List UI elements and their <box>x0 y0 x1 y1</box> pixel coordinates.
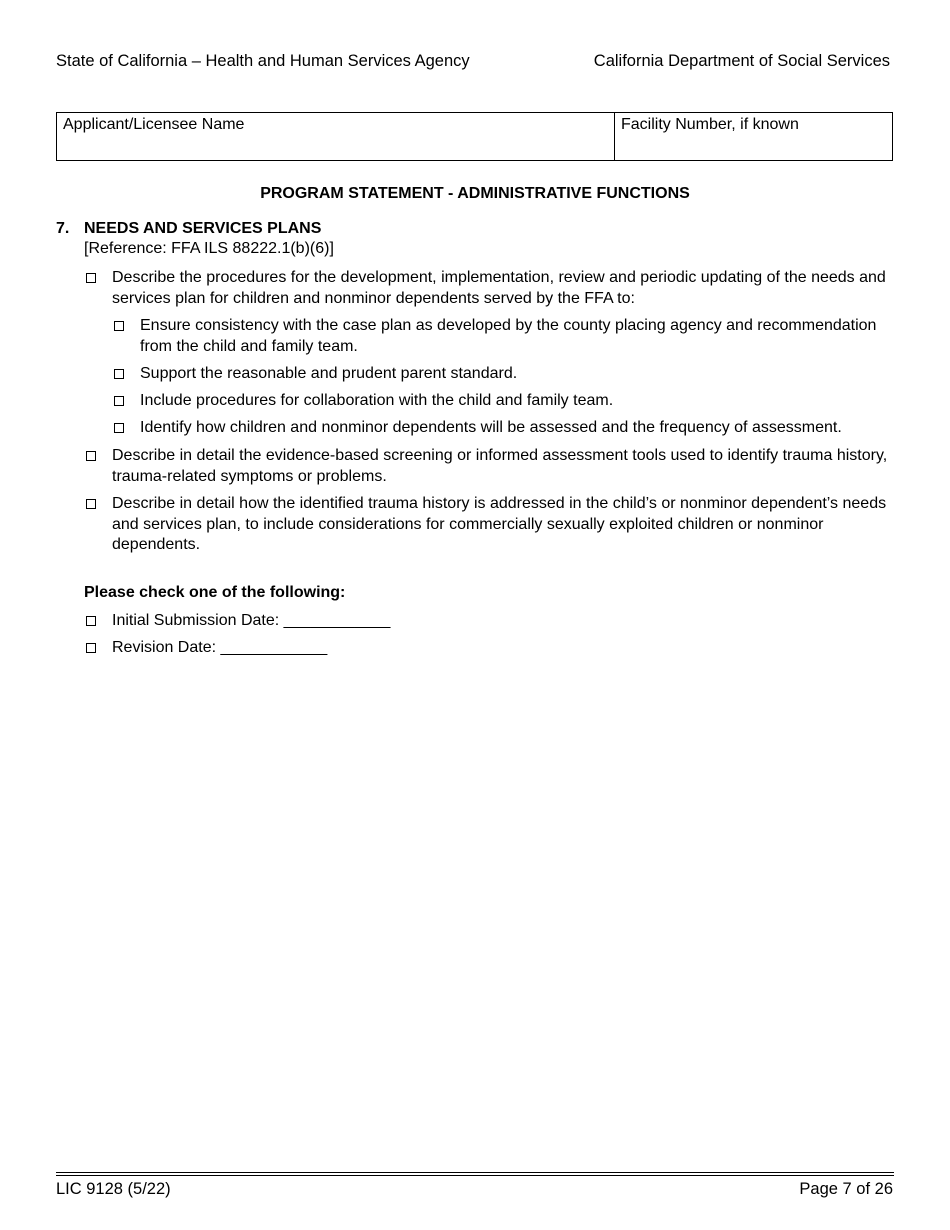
department-header: California Department of Social Services <box>593 52 890 70</box>
section-number: 7. <box>56 220 70 237</box>
item-checkbox[interactable] <box>114 423 124 433</box>
item-checkbox[interactable] <box>114 321 124 331</box>
check-heading: Please check one of the following: <box>84 584 346 601</box>
applicant-name-field[interactable] <box>57 113 615 160</box>
form-id: LIC 9128 (5/22) <box>56 1180 171 1198</box>
item-checkbox[interactable] <box>86 273 96 283</box>
page-number: Page 7 of 26 <box>799 1180 893 1198</box>
footer-divider <box>56 1172 894 1176</box>
applicant-name-label: Applicant/Licensee Name <box>63 116 245 133</box>
agency-header: State of California – Health and Human Services Agency <box>56 52 470 70</box>
item-checkbox[interactable] <box>86 499 96 509</box>
section-reference: [Reference: FFA ILS 88222.1(b)(6)] <box>84 240 334 257</box>
applicant-info-box <box>56 112 893 161</box>
item-checkbox[interactable] <box>86 451 96 461</box>
item-checkbox[interactable] <box>114 369 124 379</box>
item-checkbox[interactable] <box>114 396 124 406</box>
facility-number-label: Facility Number, if known <box>621 116 799 133</box>
section-title: NEEDS AND SERVICES PLANS <box>84 220 322 237</box>
initial-submission-checkbox[interactable] <box>86 616 96 626</box>
page-title: PROGRAM STATEMENT - ADMINISTRATIVE FUNCTIONS <box>260 185 690 202</box>
revision-checkbox[interactable] <box>86 643 96 653</box>
facility-number-field[interactable] <box>615 113 892 160</box>
